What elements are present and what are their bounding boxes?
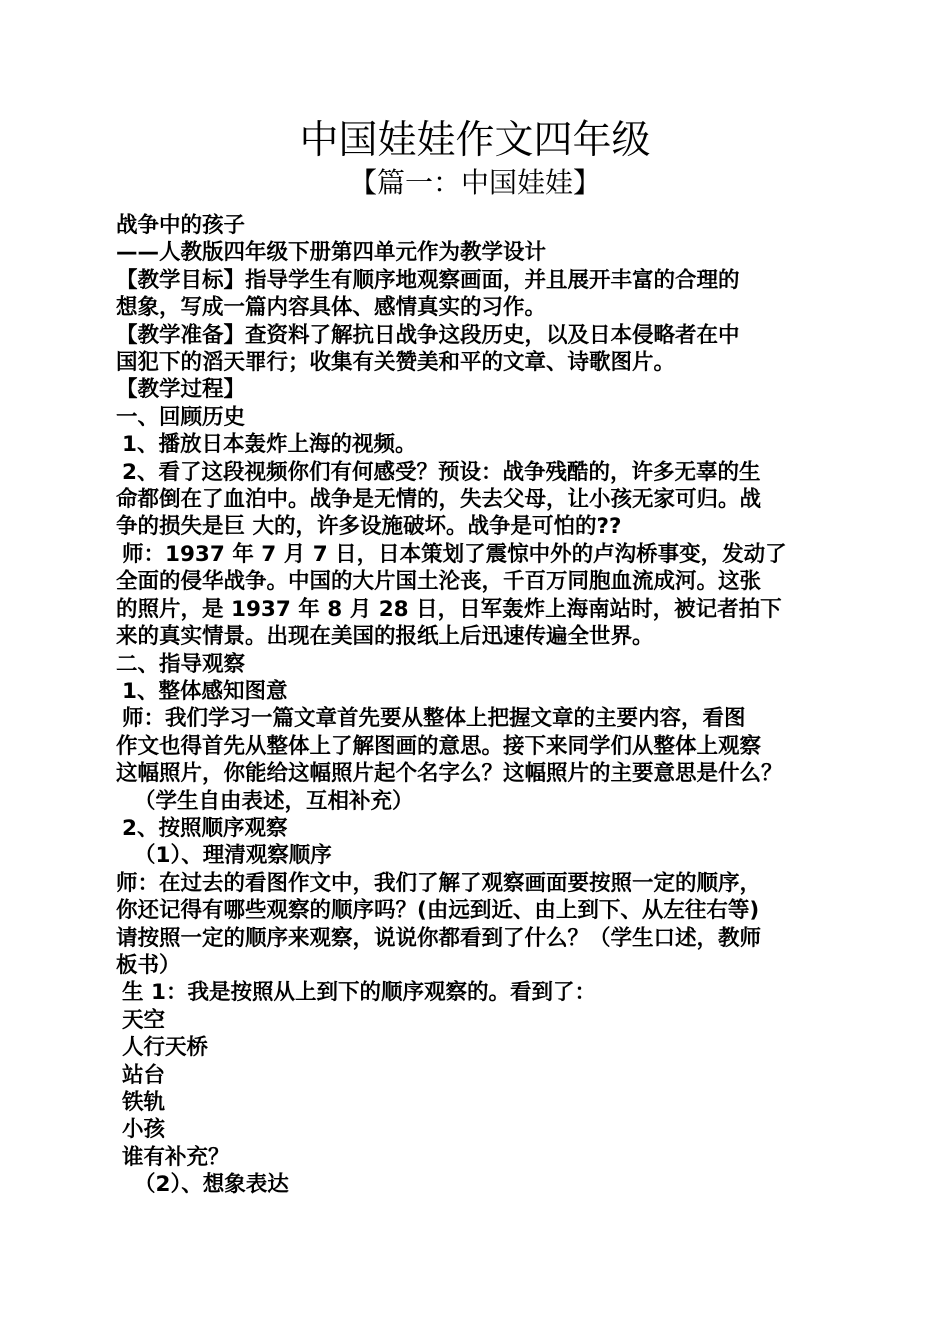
teaching-prep-line: 国犯下的滔天罪行；收集有关赞美和平的文章、诗歌图片。 [116,350,676,376]
paragraph-line: 谁有补充？ [122,1144,230,1170]
list-item: 人行天桥 [122,1035,209,1061]
paragraph-line: 全面的侵华战争。中国的大片国土沦丧，千百万同胞血流成河。这张 [116,569,762,595]
paragraph-line: 1、整体感知图意 [122,678,288,704]
list-item: 小孩 [122,1117,166,1143]
document-title: 中国娃娃作文四年级 [299,118,651,163]
essay-subheading: ——人教版四年级下册第四单元作为教学设计 [116,240,547,266]
section-heading: 【教学过程】 [116,377,246,403]
section-heading: 一、回顾历史 [116,404,246,430]
paragraph-line: 生 1：我是按照从上到下的顺序观察的。看到了： [122,980,596,1006]
essay-heading: 战争中的孩子 [116,213,246,238]
teaching-goal-line: 想象，写成一篇内容具体、感情真实的习作。 [116,295,547,321]
paragraph-line: 1、播放日本轰炸上海的视频。 [122,432,417,458]
paragraph-line: 请按照一定的顺序来观察，说说你都看到了什么？（学生口述，教师 [116,925,762,951]
paragraph-line: 板书） [116,952,181,978]
teaching-goal-line: 【教学目标】指导学生有顺序地观察画面，并且展开丰富的合理的 [116,267,740,293]
paragraph-line: （学生自由表述，互相补充） [134,788,414,814]
list-item: 站台 [122,1062,166,1088]
paragraph-line: 2、看了这段视频你们有何感受？预设：战争残酷的，许多无辜的生 [122,459,761,485]
paragraph-line: 师：1937 年 7 月 7 日，日本策划了震惊中外的卢沟桥事变，发动了 [122,541,787,567]
paragraph-line: 的照片，是 1937 年 8 月 28 日，日军轰炸上海南站时，被记者拍下 [116,596,782,622]
paragraph-line: 师：我们学习一篇文章首先要从整体上把握文章的主要内容，看图 [122,706,746,732]
paragraph-line: 来的真实情景。出现在美国的报纸上后迅速传遍全世界。 [116,624,654,650]
paragraph-line: 这幅照片，你能给这幅照片起个名字么？这幅照片的主要意思是什么？ [116,761,783,787]
list-item: 铁轨 [122,1090,166,1115]
paragraph-line: 争的损失是巨 大的，许多设施破坏。战争是可怕的?? [116,514,622,540]
paragraph-line: 作文也得首先从整体上了解图画的意思。接下来同学们从整体上观察 [116,733,762,759]
document-subtitle: 【篇一：中国娃娃】 [348,166,601,199]
document-body [116,212,852,1199]
paragraph-line: 师：在过去的看图作文中，我们了解了观察画面要按照一定的顺序， [116,870,762,896]
paragraph-line: 命都倒在了血泊中。战争是无情的，失去父母，让小孩无家可归。战 [116,487,762,513]
paragraph-line: 你还记得有哪些观察的顺序吗？(由远到近、由上到下、从左往右等) [116,898,760,924]
paragraph-line: 2、按照顺序观察 [122,815,288,841]
section-heading: 二、指导观察 [116,651,246,677]
list-item: 天空 [122,1007,166,1033]
paragraph-line: （2）、想象表达 [134,1172,289,1198]
teaching-prep-line: 【教学准备】查资料了解抗日战争这段历史，以及日本侵略者在中 [116,322,740,348]
paragraph-line: （1）、理清观察顺序 [134,843,332,869]
